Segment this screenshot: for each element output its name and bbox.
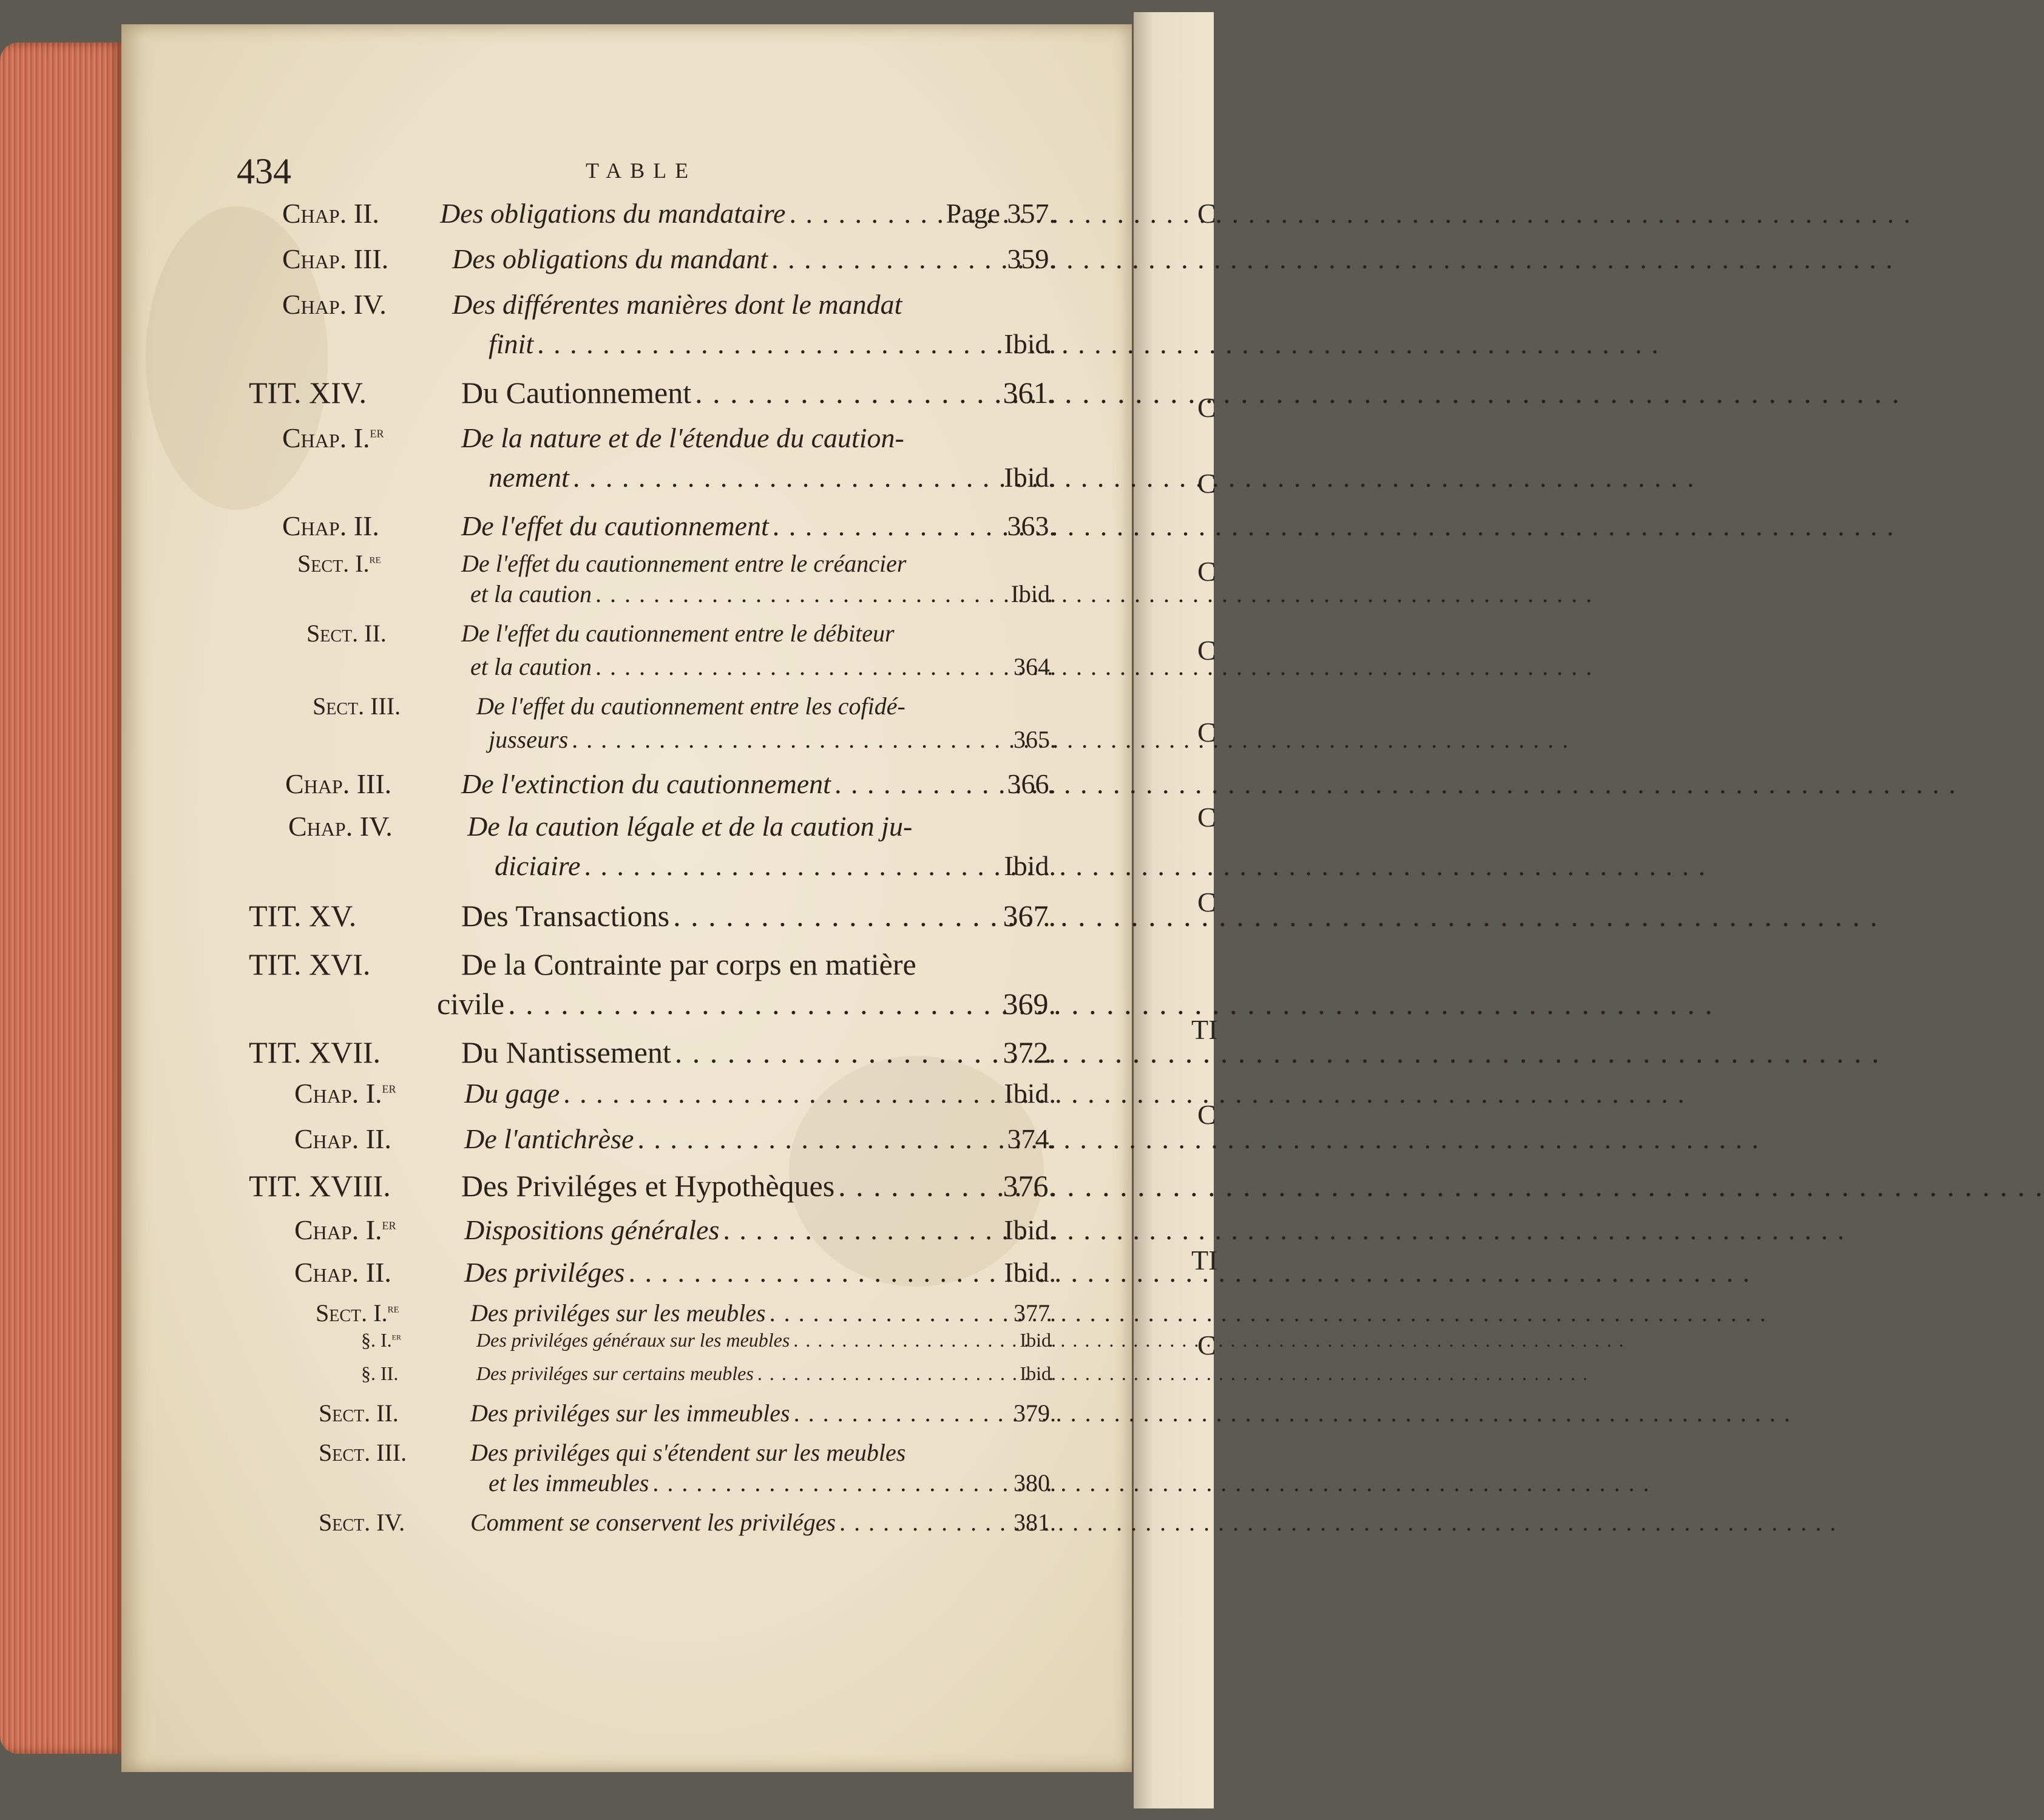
facing-page-letter: C xyxy=(1197,802,1216,833)
toc-entry xyxy=(319,1508,1056,1537)
toc-entry xyxy=(282,197,1056,229)
toc-entry-page: Ibid. xyxy=(1004,1078,1056,1109)
toc-entry-page: 379. xyxy=(1014,1399,1056,1427)
dot-leader xyxy=(675,1035,1000,1070)
dot-leader xyxy=(563,1077,1000,1109)
toc-entry-title: Des priviléges sur les immeubles xyxy=(470,1399,790,1427)
toc-entry-label: Chap. III. xyxy=(282,243,389,274)
toc-entry xyxy=(361,1329,1056,1351)
toc-entry-label: TIT. XIV. xyxy=(249,376,367,410)
dot-leader xyxy=(695,375,999,410)
facing-page-letter: C xyxy=(1197,635,1216,666)
toc-entry xyxy=(249,375,1056,410)
toc-entry-label: §. I.$^{er}$ xyxy=(361,1329,401,1351)
toc-entry-page: 359. xyxy=(1007,243,1056,274)
dot-leader xyxy=(628,1256,1000,1288)
toc-entry-page: Ibid. xyxy=(1004,1257,1056,1288)
toc-entry xyxy=(249,1035,1056,1070)
toc-entry-page: 363. xyxy=(1007,510,1056,541)
toc-entry-label: Chap. II. xyxy=(282,198,379,229)
toc-entry xyxy=(282,422,980,454)
dot-leader xyxy=(673,898,999,933)
toc-entry xyxy=(470,652,1056,681)
toc-entry-page: Ibid. xyxy=(1004,462,1056,493)
toc-entry-title: Du Cautionnement xyxy=(461,376,692,410)
toc-entry-page: 361. xyxy=(1003,376,1056,410)
toc-entry-label-superscript: re xyxy=(387,1300,399,1316)
toc-entry xyxy=(294,1214,1056,1246)
toc-entry-page: Ibid. xyxy=(1004,1214,1056,1245)
toc-entry-title: et les immeubles xyxy=(489,1469,649,1497)
toc-entry-label: Sect. III. xyxy=(313,692,401,720)
toc-entry-page: 365. xyxy=(1014,726,1056,753)
toc-entry xyxy=(288,810,986,842)
toc-entry xyxy=(319,1438,1004,1467)
toc-entry-label: TIT. XVIII. xyxy=(249,1169,391,1203)
toc-entry-title: Des obligations du mandant xyxy=(452,243,768,274)
toc-entry xyxy=(489,1469,1056,1497)
dot-leader xyxy=(773,510,1004,542)
toc-entry-title: Des priviléges xyxy=(464,1257,625,1288)
toc-entry xyxy=(249,947,989,982)
toc-entry-label: Chap. III. xyxy=(285,768,392,799)
toc-entry xyxy=(249,1168,1056,1203)
toc-entry-label: §. II. xyxy=(361,1362,399,1384)
toc-entry xyxy=(313,692,986,720)
dot-leader xyxy=(838,1168,999,1203)
toc-entry-title: et la caution xyxy=(470,653,592,680)
toc-entry xyxy=(285,768,1056,800)
toc-entry-label: Sect. III. xyxy=(319,1439,407,1466)
toc-entry-label: Chap. IV. xyxy=(282,289,387,320)
facing-page-letter: C xyxy=(1197,198,1216,229)
facing-page-letter: C xyxy=(1197,1099,1216,1130)
toc-entry-label-superscript: er xyxy=(382,1216,396,1233)
dot-leader xyxy=(771,243,1003,275)
toc-entry-title: diciaire xyxy=(495,850,581,881)
toc-entry-page: Page 357. xyxy=(946,198,1056,229)
toc-entry-label: Chap. IV. xyxy=(288,811,393,842)
toc-entry-label: TIT. XVII. xyxy=(249,1035,381,1069)
toc-entry-title: Des obligations du mandataire xyxy=(440,198,786,229)
toc-entry-label: Chap. II. xyxy=(294,1123,391,1154)
toc-entry-page: Ibid. xyxy=(1020,1362,1056,1384)
toc-entry-title: Comment se conservent les priviléges xyxy=(470,1509,836,1536)
toc-entry-title: De l'effet du cautionnement entre le débiteur xyxy=(461,620,895,647)
toc-entry xyxy=(294,1256,1056,1288)
toc-entry-label: Chap. I.$^{er}$ xyxy=(282,422,384,453)
toc-entry-title: nement xyxy=(489,462,569,493)
toc-entry-label: Chap. II. xyxy=(282,510,379,541)
toc-entry-page: 381. xyxy=(1014,1509,1056,1536)
facing-page-letter: C xyxy=(1197,1330,1216,1361)
toc-entry xyxy=(319,1399,1056,1427)
toc-entry-page: 374. xyxy=(1007,1123,1056,1154)
toc-entry-page: 364. xyxy=(1014,653,1056,680)
toc-entry-page: 366. xyxy=(1007,768,1056,799)
dot-leader xyxy=(793,1329,1016,1351)
toc-entry-title: Du gage xyxy=(464,1078,560,1109)
toc-entry-title: civile xyxy=(437,987,505,1021)
toc-entry-page: 372. xyxy=(1003,1035,1056,1069)
dot-leader xyxy=(572,725,1010,754)
dot-leader xyxy=(794,1399,1010,1427)
toc-entry xyxy=(297,549,986,578)
toc-entry-title: Des différentes manières dont le mandat xyxy=(452,289,902,320)
dot-leader xyxy=(757,1362,1017,1385)
toc-entry xyxy=(282,288,977,320)
toc-entry-label: Sect. II. xyxy=(306,620,387,647)
toc-entry-label: Sect. I.$^{re}$ xyxy=(316,1299,399,1327)
dot-leader xyxy=(584,850,1000,882)
toc-entry xyxy=(495,850,1056,882)
dot-leader xyxy=(789,197,942,229)
dot-leader xyxy=(770,1299,1010,1327)
dot-leader xyxy=(573,461,1001,493)
toc-entry xyxy=(489,328,1056,360)
toc-entry-label-superscript: re xyxy=(369,550,381,566)
dot-leader xyxy=(723,1214,1000,1246)
toc-entry-label-superscript: er xyxy=(382,1079,396,1097)
toc-entry-page: Ibid. xyxy=(1004,850,1056,881)
page-number: 434 xyxy=(237,151,291,191)
dot-leader xyxy=(834,768,1004,800)
toc-entry-title: De la nature et de l'étendue du caution- xyxy=(461,422,904,453)
toc-entry-title: De l'effet du cautionnement entre le créancier xyxy=(461,550,907,577)
toc-entry-title: Des priviléges sur certains meubles xyxy=(476,1362,754,1384)
toc-entry-label: Chap. I.$^{er}$ xyxy=(294,1078,396,1109)
toc-entry-label: Sect. IV. xyxy=(319,1509,405,1536)
toc-entry-label-superscript: er xyxy=(370,424,384,441)
toc-entry-label-superscript: er xyxy=(391,1330,401,1342)
toc-entry-page: 376. xyxy=(1003,1169,1056,1203)
toc-entry-label: TIT. XVI. xyxy=(249,947,371,981)
toc-entry-title: De l'extinction du cautionnement xyxy=(461,768,831,799)
toc-entry-title: jusseurs xyxy=(489,726,569,753)
toc-entry xyxy=(316,1299,1056,1327)
toc-entry-title: Des priviléges sur les meubles xyxy=(470,1299,766,1327)
toc-entry-title: De l'effet du cautionnement entre les cofidé- xyxy=(476,692,905,720)
toc-entry xyxy=(282,510,1056,542)
toc-entry-title: finit xyxy=(489,328,534,359)
facing-page-letter: TI xyxy=(1191,1014,1218,1045)
toc-entry-title: Des Transactions xyxy=(461,899,670,933)
toc-entry xyxy=(470,580,1056,608)
toc-entry-title: Dispositions générales xyxy=(464,1214,720,1245)
toc-entry-label: TIT. XV. xyxy=(249,899,357,933)
toc-entry xyxy=(489,725,1056,754)
facing-page-letter: C xyxy=(1197,392,1216,423)
dot-leader xyxy=(652,1469,1010,1497)
toc-entry-page: 369. xyxy=(1003,987,1056,1021)
toc-entry-label: Chap. II. xyxy=(294,1257,391,1288)
toc-entry-page: Ibid. xyxy=(1010,580,1056,607)
toc-entry-label: Sect. I.$^{re}$ xyxy=(297,550,381,577)
toc-entry-page: 367. xyxy=(1003,899,1056,933)
toc-entry-page: 377. xyxy=(1014,1299,1056,1327)
toc-entry-title: Des Priviléges et Hypothèques xyxy=(461,1169,835,1203)
toc-entry-title: De la caution légale et de la caution ju- xyxy=(467,811,913,842)
toc-entry xyxy=(294,1077,1056,1109)
toc-entry xyxy=(437,986,1056,1021)
dot-leader xyxy=(595,580,1007,608)
toc-entry-label: Chap. I.$^{er}$ xyxy=(294,1214,396,1245)
toc-entry-title: et la caution xyxy=(470,580,592,607)
toc-entry xyxy=(361,1362,1056,1385)
dot-leader xyxy=(508,986,999,1021)
facing-page-letter: C xyxy=(1197,556,1216,587)
toc-entry xyxy=(306,619,986,648)
toc-entry-title: Des priviléges généraux sur les meubles xyxy=(476,1329,790,1351)
dot-leader xyxy=(537,328,1000,360)
facing-page-letter: C xyxy=(1197,887,1216,918)
toc-entry-page: Ibid. xyxy=(1004,328,1056,359)
toc-entry-title: De l'antichrèse xyxy=(464,1123,634,1154)
toc-entry-title: De l'effet du cautionnement xyxy=(461,510,769,541)
toc-entry-title: De la Contrainte par corps en matière xyxy=(461,947,916,981)
facing-page-letter: C xyxy=(1197,468,1216,499)
toc-entry-page: 380. xyxy=(1014,1469,1056,1497)
toc-entry-title: Du Nantissement xyxy=(461,1035,671,1069)
toc-entry-title: Des priviléges qui s'étendent sur les meubles xyxy=(470,1439,906,1466)
toc-entry xyxy=(249,898,1056,933)
dot-leader xyxy=(839,1508,1010,1537)
dot-leader xyxy=(637,1123,1003,1155)
facing-page-letter: C xyxy=(1197,717,1216,748)
running-title: TABLE xyxy=(586,158,697,183)
facing-page-letter: TI xyxy=(1191,1245,1218,1276)
toc-entry-label: Sect. II. xyxy=(319,1399,399,1427)
toc-entry-page: Ibid. xyxy=(1020,1329,1056,1351)
toc-entry xyxy=(294,1123,1056,1155)
toc-entry xyxy=(489,461,1056,493)
toc-entry xyxy=(282,243,1056,275)
dot-leader xyxy=(595,652,1010,681)
